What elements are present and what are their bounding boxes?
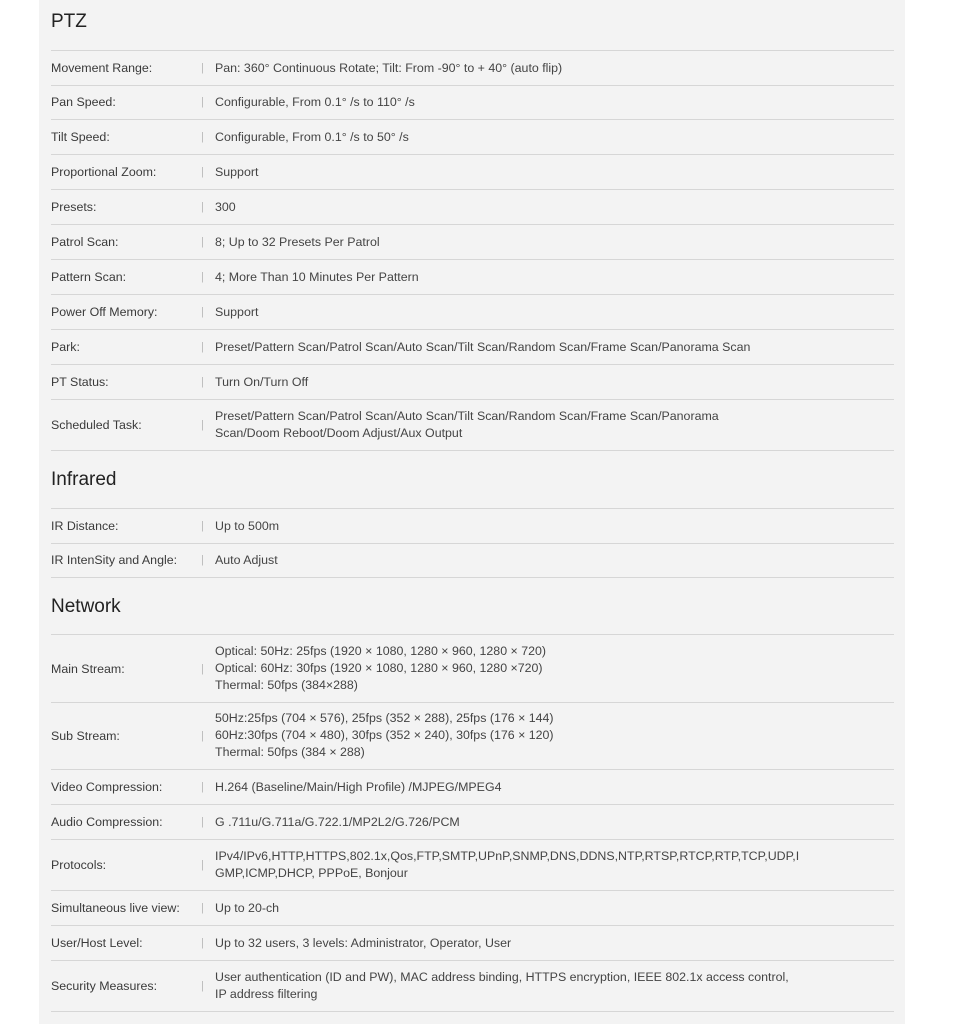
spec-value-line: Configurable, From 0.1° /s to 50° /s <box>215 129 409 144</box>
spec-row-presets <box>51 190 894 225</box>
spec-value-line: Pan: 360° Continuous Rotate; Tilt: From -90° to + 40° (auto flip) <box>215 60 563 75</box>
spec-panel <box>39 0 905 1024</box>
column-separator: | <box>201 271 204 283</box>
spec-value-line: Scan/Doom Reboot/Doom Adjust/Aux Output <box>215 426 463 440</box>
spec-value <box>215 374 894 391</box>
spec-label: Main Stream: <box>51 661 125 676</box>
spec-label: Power Off Memory: <box>51 305 158 319</box>
spec-label: Patrol Scan: <box>51 235 119 249</box>
spec-label: Proportional Zoom: <box>51 165 157 179</box>
column-separator: | <box>201 662 204 675</box>
column-separator: | <box>201 816 204 828</box>
spec-row-scheduled-task <box>51 400 894 451</box>
spec-value-line: Configurable, From 0.1° /s to 110° /s <box>215 94 415 109</box>
spec-row-ir-distance <box>51 508 894 544</box>
spec-row-simultaneous-live-view <box>51 891 894 926</box>
spec-value-line: Preset/Pattern Scan/Patrol Scan/Auto Scan/Tilt Scan/Random Scan/Frame Scan/Panorama <box>215 409 719 423</box>
spec-value <box>215 969 894 1003</box>
spec-label: Park: <box>51 340 80 354</box>
spec-value <box>215 643 894 694</box>
spec-label: Tilt Speed: <box>51 130 110 144</box>
section-title-infrared: Infrared <box>51 469 117 490</box>
spec-value-line: H.264 (Baseline/Main/High Profile) /MJPEG/MPEG4 <box>215 779 502 794</box>
spec-label: Audio Compression: <box>51 815 163 829</box>
column-separator: | <box>201 554 204 566</box>
section-title-ptz: PTZ <box>51 11 87 32</box>
spec-value-line: Support <box>215 304 259 319</box>
spec-row-security-measures <box>51 961 894 1012</box>
spec-label: Scheduled Task: <box>51 418 142 432</box>
spec-value-line: Optical: 50Hz: 25fps (1920 × 1080, 1280 × 960, 1280 × 720) <box>215 644 547 658</box>
spec-value-line: 300 <box>215 199 236 214</box>
spec-label: IR IntenSity and Angle: <box>51 553 178 567</box>
column-separator: | <box>201 419 204 431</box>
spec-row-video-compression <box>51 770 894 805</box>
spec-value-line: IPv4/IPv6,HTTP,HTTPS,802.1x,Qos,FTP,SMTP,UPnP,SNMP,DNS,DDNS,NTP,RTSP,RTCP,RTP,TCP,UDP,I <box>215 849 800 863</box>
column-separator: | <box>201 376 204 388</box>
column-separator: | <box>201 166 204 178</box>
column-separator: | <box>201 96 204 108</box>
column-separator: | <box>201 902 204 914</box>
column-separator: | <box>201 859 204 871</box>
column-separator: | <box>201 980 204 992</box>
spec-value-line: Auto Adjust <box>215 552 278 567</box>
spec-value-line: Turn On/Turn Off <box>215 374 309 389</box>
column-separator: | <box>201 62 204 74</box>
spec-value <box>215 814 894 831</box>
spec-value-line: Up to 20-ch <box>215 900 280 915</box>
spec-value <box>215 234 894 251</box>
spec-row-proportional-zoom <box>51 155 894 190</box>
spec-row-movement-range <box>51 50 894 86</box>
spec-row-park <box>51 330 894 365</box>
spec-value <box>215 518 894 535</box>
spec-label: IR Distance: <box>51 519 119 533</box>
spec-label: Video Compression: <box>51 780 163 794</box>
spec-value <box>215 848 894 882</box>
spec-value-line: Preset/Pattern Scan/Patrol Scan/Auto Scan/Tilt Scan/Random Scan/Frame Scan/Panorama Scan <box>215 339 751 354</box>
spec-value <box>215 900 894 917</box>
spec-value <box>215 779 894 796</box>
spec-row-pan-speed <box>51 85 894 120</box>
spec-label: User/Host Level: <box>51 936 143 950</box>
spec-row-power-off-memory <box>51 295 894 330</box>
spec-label: Movement Range: <box>51 61 153 75</box>
spec-value-line: G .711u/G.711a/G.722.1/MP2L2/G.726/PCM <box>215 814 460 829</box>
spec-value <box>215 304 894 321</box>
spec-label: Protocols: <box>51 858 107 872</box>
spec-value-line: Support <box>215 164 259 179</box>
spec-value <box>215 164 894 181</box>
spec-value <box>215 339 894 356</box>
column-separator: | <box>201 306 204 318</box>
spec-value <box>215 935 894 952</box>
spec-value-line: Optical: 60Hz: 30fps (1920 × 1080, 1280 × 960, 1280 ×720) <box>215 661 543 675</box>
column-separator: | <box>201 520 204 532</box>
spec-label: Presets: <box>51 200 97 214</box>
spec-label: PT Status: <box>51 375 109 389</box>
spec-value-line: Thermal: 50fps (384×288) <box>215 678 358 692</box>
spec-row-ir-intensity-and-angle <box>51 543 894 578</box>
spec-row-pattern-scan <box>51 260 894 295</box>
spec-value-line: Thermal: 50fps (384 × 288) <box>215 745 365 759</box>
section-title-network: Network <box>51 596 121 617</box>
column-separator: | <box>201 781 204 793</box>
spec-value <box>215 199 894 216</box>
spec-label: Simultaneous live view: <box>51 901 180 915</box>
spec-row-sub-stream <box>51 702 894 770</box>
spec-value-line: 60Hz:30fps (704 × 480), 30fps (352 × 240), 30fps (176 × 120) <box>215 728 554 742</box>
spec-value-line: Up to 32 users, 3 levels: Administrator, Operator, User <box>215 935 512 950</box>
spec-value <box>215 269 894 286</box>
spec-row-pt-status <box>51 365 894 400</box>
spec-value-line: GMP,ICMP,DHCP, PPPoE, Bonjour <box>215 866 408 880</box>
spec-row-audio-compression <box>51 805 894 840</box>
spec-value-line: 4; More Than 10 Minutes Per Pattern <box>215 269 419 284</box>
column-separator: | <box>201 937 204 949</box>
spec-value <box>215 60 894 77</box>
spec-value <box>215 129 894 146</box>
column-separator: | <box>201 131 204 143</box>
spec-value <box>215 710 894 761</box>
spec-value-line: IP address filtering <box>215 987 318 1001</box>
spec-label: Pan Speed: <box>51 95 116 109</box>
spec-label: Security Measures: <box>51 979 158 993</box>
spec-label: Pattern Scan: <box>51 270 127 284</box>
spec-row-tilt-speed <box>51 120 894 155</box>
spec-row-user-host-level <box>51 926 894 961</box>
spec-value-line: User authentication (ID and PW), MAC address binding, HTTPS encryption, IEEE 802.1x access control, <box>215 970 789 984</box>
column-separator: | <box>201 341 204 353</box>
spec-value <box>215 552 894 569</box>
spec-row-protocols <box>51 840 894 891</box>
spec-row-patrol-scan <box>51 225 894 260</box>
spec-value <box>215 94 894 111</box>
spec-value-line: 8; Up to 32 Presets Per Patrol <box>215 234 380 249</box>
spec-value <box>215 408 894 442</box>
spec-value-line: Up to 500m <box>215 518 280 533</box>
column-separator: | <box>201 236 204 248</box>
spec-label: Sub Stream: <box>51 728 120 743</box>
spec-row-main-stream <box>51 634 894 703</box>
spec-value-line: 50Hz:25fps (704 × 576), 25fps (352 × 288), 25fps (176 × 144) <box>215 711 554 725</box>
column-separator: | <box>201 729 204 742</box>
column-separator: | <box>201 201 204 213</box>
